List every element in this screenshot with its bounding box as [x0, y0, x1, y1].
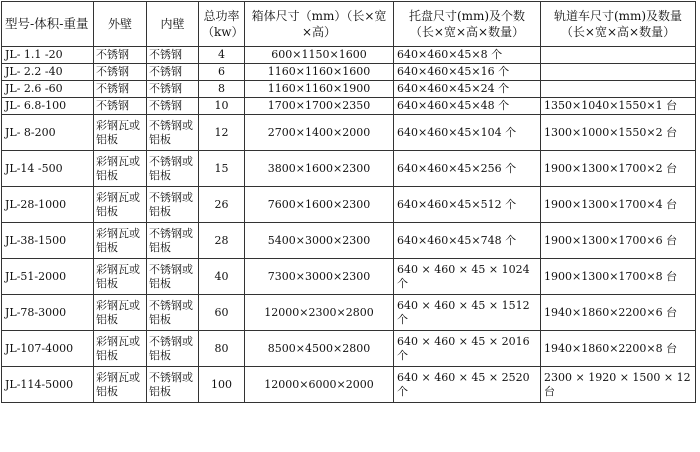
inner-wall-cell: 不锈钢	[147, 81, 199, 98]
table-row	[2, 64, 696, 81]
tray-size-cell: 640×460×45×512 个	[394, 187, 541, 223]
outer-wall-cell: 彩钢瓦或铝板	[94, 223, 147, 259]
header-total-power: 总功率（kw）	[199, 2, 245, 47]
tray-size-cell: 640×460×45×16 个	[394, 64, 541, 81]
model-cell: JL- 2.2 -40	[2, 64, 94, 81]
box-size-cell: 7600×1600×2300	[245, 187, 394, 223]
box-size-cell: 7300×3000×2300	[245, 259, 394, 295]
inner-wall-cell: 不锈钢或铝板	[147, 331, 199, 367]
box-size-cell: 600×1150×1600	[245, 47, 394, 64]
table-row	[2, 151, 696, 187]
outer-wall-cell: 彩钢瓦或铝板	[94, 331, 147, 367]
cart-size-cell	[541, 64, 696, 81]
outer-wall-cell: 彩钢瓦或铝板	[94, 367, 147, 403]
table-row	[2, 81, 696, 98]
outer-wall-cell: 彩钢瓦或铝板	[94, 151, 147, 187]
model-cell: JL-28-1000	[2, 187, 94, 223]
inner-wall-cell: 不锈钢或铝板	[147, 295, 199, 331]
outer-wall-cell: 彩钢瓦或铝板	[94, 187, 147, 223]
box-size-cell: 1700×1700×2350	[245, 98, 394, 115]
table-row	[2, 187, 696, 223]
outer-wall-cell: 彩钢瓦或铝板	[94, 295, 147, 331]
model-cell: JL-14 -500	[2, 151, 94, 187]
cart-size-cell: 1900×1300×1700×2 台	[541, 151, 696, 187]
model-cell: JL- 8-200	[2, 115, 94, 151]
box-size-cell: 3800×1600×2300	[245, 151, 394, 187]
tray-size-cell: 640 × 460 × 45 × 1512 个	[394, 295, 541, 331]
cart-size-cell: 1350×1040×1550×1 台	[541, 98, 696, 115]
model-cell: JL-78-3000	[2, 295, 94, 331]
power-cell: 26	[199, 187, 245, 223]
power-cell: 80	[199, 331, 245, 367]
inner-wall-cell: 不锈钢或铝板	[147, 115, 199, 151]
inner-wall-cell: 不锈钢	[147, 98, 199, 115]
model-cell: JL- 2.6 -60	[2, 81, 94, 98]
inner-wall-cell: 不锈钢或铝板	[147, 259, 199, 295]
power-cell: 8	[199, 81, 245, 98]
power-cell: 15	[199, 151, 245, 187]
power-cell: 10	[199, 98, 245, 115]
inner-wall-cell: 不锈钢	[147, 64, 199, 81]
header-box-size: 箱体尺寸（mm）（长×宽×高）	[245, 2, 394, 47]
spec-table	[1, 1, 696, 403]
cart-size-cell: 1940×1860×2200×8 台	[541, 331, 696, 367]
tray-size-cell: 640×460×45×24 个	[394, 81, 541, 98]
inner-wall-cell: 不锈钢或铝板	[147, 367, 199, 403]
power-cell: 4	[199, 47, 245, 64]
header-tray-size: 托盘尺寸(mm)及个数（长×宽×高×数量）	[394, 2, 541, 47]
box-size-cell: 12000×2300×2800	[245, 295, 394, 331]
header-row	[2, 2, 696, 47]
header-inner-wall: 内壁	[147, 2, 199, 47]
table-row	[2, 98, 696, 115]
box-size-cell: 8500×4500×2800	[245, 331, 394, 367]
tray-size-cell: 640×460×45×256 个	[394, 151, 541, 187]
inner-wall-cell: 不锈钢或铝板	[147, 223, 199, 259]
table-row	[2, 367, 696, 403]
header-cart-size: 轨道车尺寸(mm)及数量（长×宽×高×数量）	[541, 2, 696, 47]
outer-wall-cell: 不锈钢	[94, 98, 147, 115]
inner-wall-cell: 不锈钢或铝板	[147, 151, 199, 187]
table-body	[2, 47, 696, 403]
spec-table-wrapper	[1, 1, 696, 403]
tray-size-cell: 640 × 460 × 45 × 2016 个	[394, 331, 541, 367]
model-cell: JL-107-4000	[2, 331, 94, 367]
cart-size-cell	[541, 47, 696, 64]
model-cell: JL-51-2000	[2, 259, 94, 295]
outer-wall-cell: 不锈钢	[94, 81, 147, 98]
table-row	[2, 331, 696, 367]
cart-size-cell: 1300×1000×1550×2 台	[541, 115, 696, 151]
power-cell: 28	[199, 223, 245, 259]
model-cell: JL-38-1500	[2, 223, 94, 259]
header-model: 型号-体积-重量	[2, 2, 94, 47]
model-cell: JL- 6.8-100	[2, 98, 94, 115]
tray-size-cell: 640×460×45×104 个	[394, 115, 541, 151]
outer-wall-cell: 彩钢瓦或铝板	[94, 115, 147, 151]
outer-wall-cell: 彩钢瓦或铝板	[94, 259, 147, 295]
table-row	[2, 47, 696, 64]
box-size-cell: 12000×6000×2000	[245, 367, 394, 403]
table-row	[2, 295, 696, 331]
tray-size-cell: 640 × 460 × 45 × 2520 个	[394, 367, 541, 403]
tray-size-cell: 640×460×45×748 个	[394, 223, 541, 259]
table-row	[2, 223, 696, 259]
table-row	[2, 259, 696, 295]
tray-size-cell: 640 × 460 × 45 × 1024 个	[394, 259, 541, 295]
cart-size-cell: 1940×1860×2200×6 台	[541, 295, 696, 331]
model-cell: JL- 1.1 -20	[2, 47, 94, 64]
power-cell: 6	[199, 64, 245, 81]
outer-wall-cell: 不锈钢	[94, 47, 147, 64]
inner-wall-cell: 不锈钢或铝板	[147, 187, 199, 223]
cart-size-cell	[541, 81, 696, 98]
cart-size-cell: 1900×1300×1700×6 台	[541, 223, 696, 259]
cart-size-cell: 1900×1300×1700×8 台	[541, 259, 696, 295]
inner-wall-cell: 不锈钢	[147, 47, 199, 64]
box-size-cell: 2700×1400×2000	[245, 115, 394, 151]
power-cell: 12	[199, 115, 245, 151]
header-outer-wall: 外壁	[94, 2, 147, 47]
model-cell: JL-114-5000	[2, 367, 94, 403]
box-size-cell: 1160×1160×1600	[245, 64, 394, 81]
tray-size-cell: 640×460×45×48 个	[394, 98, 541, 115]
box-size-cell: 5400×3000×2300	[245, 223, 394, 259]
table-header	[2, 2, 696, 47]
cart-size-cell: 2300 × 1920 × 1500 × 12 台	[541, 367, 696, 403]
cart-size-cell: 1900×1300×1700×4 台	[541, 187, 696, 223]
table-row	[2, 115, 696, 151]
power-cell: 40	[199, 259, 245, 295]
power-cell: 100	[199, 367, 245, 403]
outer-wall-cell: 不锈钢	[94, 64, 147, 81]
box-size-cell: 1160×1160×1900	[245, 81, 394, 98]
tray-size-cell: 640×460×45×8 个	[394, 47, 541, 64]
power-cell: 60	[199, 295, 245, 331]
